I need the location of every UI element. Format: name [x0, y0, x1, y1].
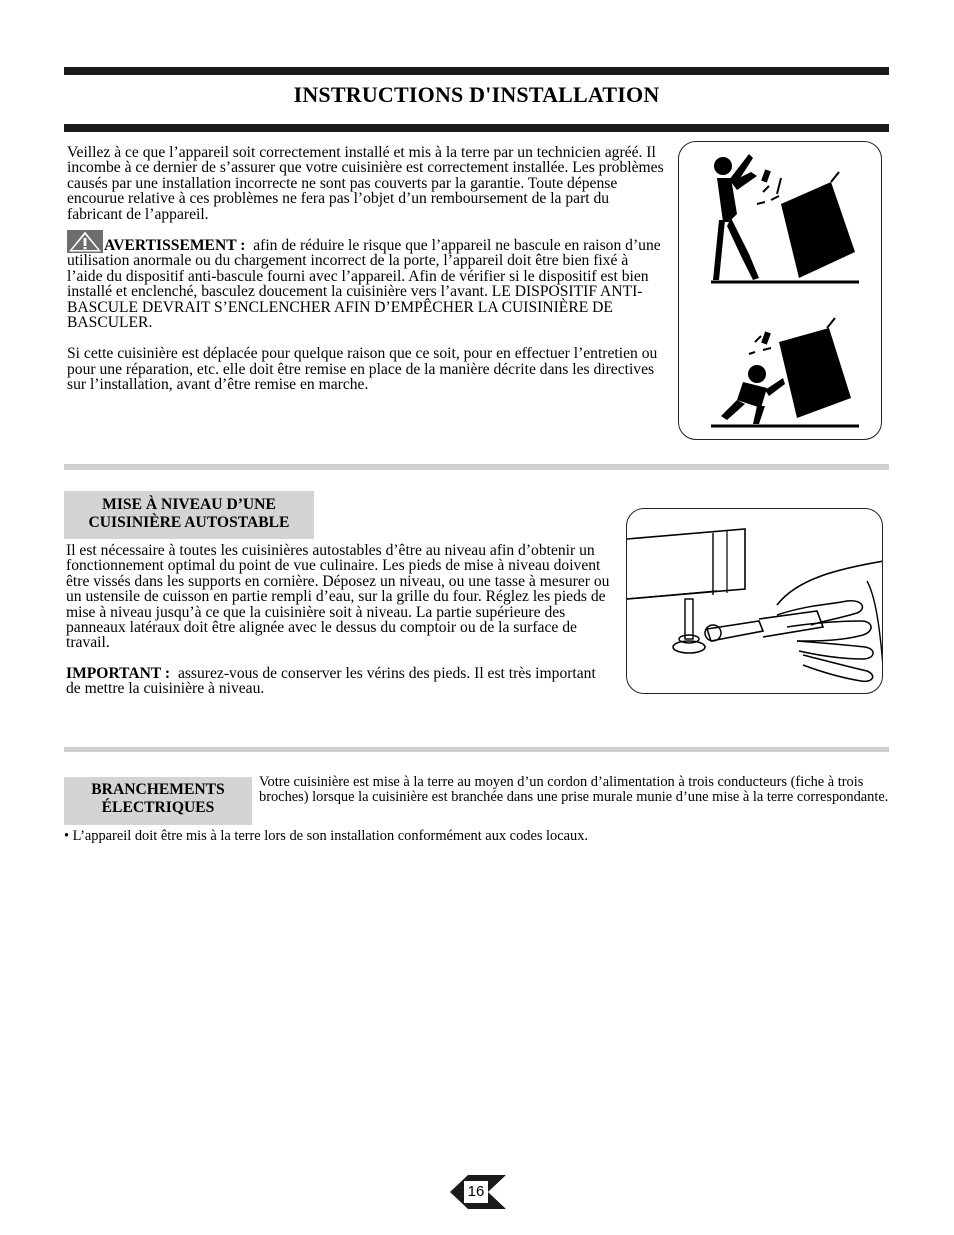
- top-rule: [64, 67, 889, 75]
- warning-paragraph: [67, 230, 667, 330]
- electrical-heading-line1: BRANCHEMENTS: [91, 781, 225, 798]
- page-title: INSTRUCTIONS D'INSTALLATION: [293, 82, 660, 107]
- page-number-badge: [450, 1175, 506, 1209]
- warning-label: AVERTISSEMENT :: [104, 237, 246, 255]
- grounding-bullet: • L’appareil doit être mis à la terre lors de son installation conformément aux codes locaux.: [64, 828, 588, 844]
- section-leveling-text: [66, 543, 611, 697]
- title-underline-rule: [64, 124, 889, 132]
- important-text: assurez-vous de conserver les vérins des pieds. Il est très important de mettre la cuisinière à niveau.: [66, 664, 596, 698]
- electrical-heading-line2: ÉLECTRIQUES: [101, 799, 215, 816]
- important-paragraph: [66, 666, 611, 697]
- leveling-leg-illustration: [626, 508, 883, 694]
- electrical-heading-box: [64, 777, 252, 825]
- important-label: IMPORTANT :: [66, 664, 171, 682]
- leveling-paragraph: Il est nécessaire à toutes les cuisinières autostables d’être au niveau afin d’obtenir un fonctionnement optimal du point de vue culinaire. Les pieds de mise à niveau doivent être vissés dans les supports en cornière. Déposez un niveau, ou une tasse à mesurer ou un ustensile de cuisson en partie rempli d’eau, sur la grille du four. Réglez les pieds de mise à niveau jusqu’à ce que la cuisinière soit à niveau. La partie supérieure des panneaux latéraux doit être alignée avec le dessus du comptoir ou de la surface de travail.: [66, 542, 610, 652]
- tip-over-illustration: [678, 141, 882, 440]
- warning-triangle-icon: [67, 230, 103, 253]
- leveling-heading-line1: MISE À NIVEAU D’UNE: [102, 496, 276, 513]
- move-paragraph: Si cette cuisinière est déplacée pour quelque raison que ce soit, pour en effectuer l’entretien ou pour une réparation, etc. elle doit être remise en place de la manière décrite dans les directives sur l’installation, avant d’être remise en marche.: [67, 345, 658, 394]
- intro-paragraph: Veillez à ce que l’appareil soit correctement installé et mis à la terre par un technicien agréé. Il incombe à ce dernier de s’assurer que votre cuisinière est correctement installée. Les problèmes causés par une installation incorrecte ne sont pas couverts par la garantie. Toute dépense encourue relative à ces problèmes ne fera pas l’objet d’un remboursement de la part du fabricant de l’appareil.: [67, 144, 664, 223]
- page-number: 16: [467, 1183, 485, 1200]
- leveling-heading-line2: CUISINIÈRE AUTOSTABLE: [88, 514, 290, 531]
- warning-text: afin de réduire le risque que l’appareil ne bascule en raison d’une utilisation anormale ou du chargement incorrect de la porte, l’appareil doit être bien fixé à l’aide du dispositif anti-bascule fourni avec l’appareil. Afin de vérifier si le dispositif est bien installé et enclenché, basculez doucement la cuisinière vers l’avant. LE DISPOSITIF ANTI-BASCULE DEVRAIT S’ENCLENCHER AFIN D’EMPÊCHER LA CUISINIÈRE DE BASCULER.: [67, 237, 661, 332]
- electrical-paragraph: Votre cuisinière est mise à la terre au moyen d’un cordon d’alimentation à trois conducteurs (fiche à trois broches) lorsque la cuisinière est branchée dans une prise murale munie d’une mise à la terre correspondante.: [259, 774, 889, 805]
- section-installation-text: [67, 145, 667, 393]
- section-divider-1: [64, 464, 889, 470]
- leveling-heading-box: [64, 491, 314, 539]
- section-divider-2: [64, 747, 889, 752]
